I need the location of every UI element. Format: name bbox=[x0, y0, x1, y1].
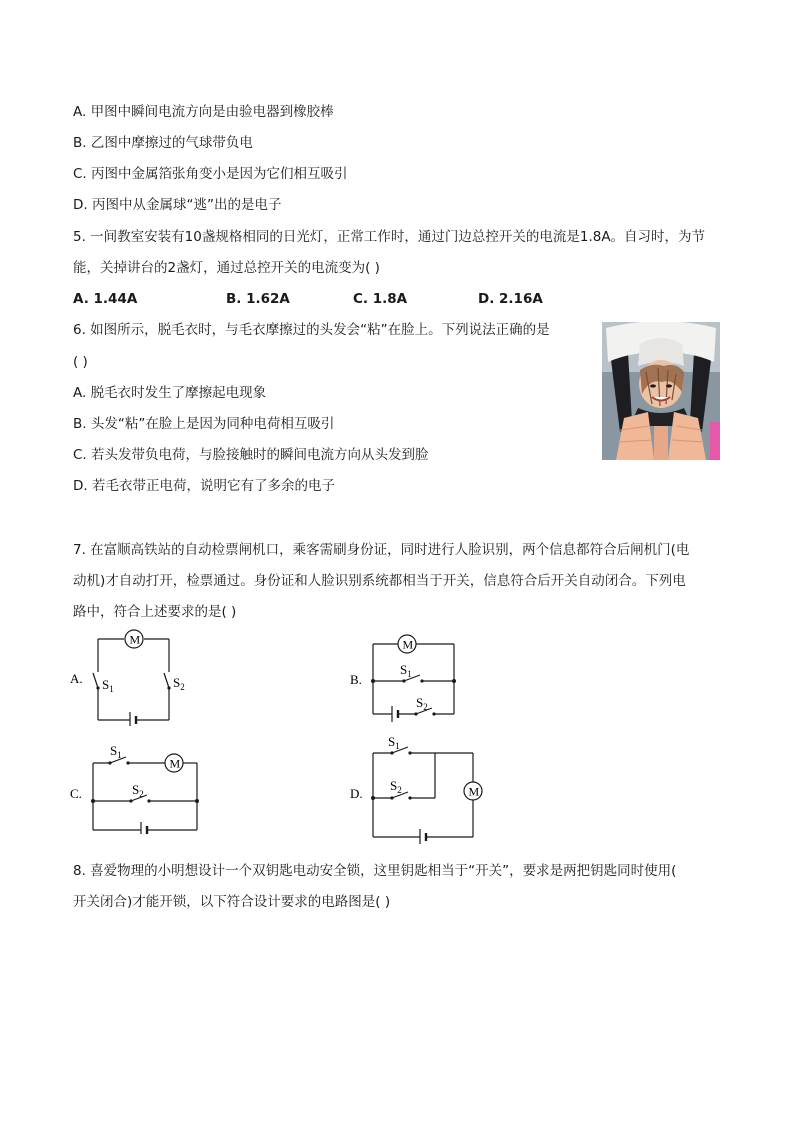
switch-s2-icon bbox=[164, 673, 169, 688]
q8-stem-line2: 开关闭合)才能开锁，以下符合设计要求的电路图是( ) bbox=[73, 894, 391, 910]
q5-option-b: B. 1.62A bbox=[226, 291, 290, 307]
switch-s1-icon bbox=[93, 673, 98, 688]
motor-label: M bbox=[129, 632, 141, 647]
q4-option-a: A. 甲图中瞬间电流方向是由验电器到橡胶棒 bbox=[73, 104, 334, 120]
switch-s2-label: $S_2$ bbox=[416, 695, 428, 712]
q7-stem-line1: 7. 在富顺高铁站的自动检票闸机口，乘客需刷身份证，同时进行人脸识别，两个信息都符合后闸机门(电 bbox=[73, 542, 690, 558]
circuit-c[interactable] bbox=[66, 740, 206, 834]
circuit-d-label: D. bbox=[350, 786, 363, 801]
switch-s2-label: $S_2$ bbox=[390, 778, 402, 795]
switch-s2-label: $S_2$ bbox=[173, 675, 185, 692]
q4-option-b: B. 乙图中摩擦过的气球带负电 bbox=[73, 135, 253, 151]
q5-option-a: A. 1.44A bbox=[73, 291, 138, 307]
circuit-d[interactable] bbox=[346, 732, 486, 844]
switch-s1-label: $S_1$ bbox=[102, 677, 114, 694]
q6-option-a: A. 脱毛衣时发生了摩擦起电现象 bbox=[73, 385, 267, 401]
motor-label: M bbox=[402, 637, 414, 652]
sweater-photo bbox=[602, 322, 720, 460]
q7-stem-line2: 动机)才自动打开，检票通过。身份证和人脸识别系统都相当于开关，信息符合后开关自动闭合。下列电 bbox=[73, 573, 686, 589]
switch-s1-label: $S_1$ bbox=[400, 662, 412, 679]
circuit-b[interactable] bbox=[346, 632, 466, 722]
motor-label: M bbox=[169, 756, 181, 771]
q4-option-d: D. 丙图中从金属球“逃”出的是电子 bbox=[73, 197, 282, 213]
q6-stem-line2: ( ) bbox=[73, 354, 88, 370]
q7-stem-line3: 路中，符合上述要求的是( ) bbox=[73, 604, 237, 620]
circuit-c-label: C. bbox=[70, 786, 82, 801]
circuit-b-label: B. bbox=[350, 672, 362, 687]
switch-s2-label: $S_2$ bbox=[132, 782, 144, 799]
q4-option-c: C. 丙图中金属箔张角变小是因为它们相互吸引 bbox=[73, 166, 348, 182]
motor-label: M bbox=[468, 784, 480, 799]
q5-stem-line1: 5. 一间教室安装有10盏规格相同的日光灯，正常工作时，通过门边总控开关的电流是1.8A。自习时，为节 bbox=[73, 229, 706, 245]
q5-option-c: C. 1.8A bbox=[353, 291, 408, 307]
q8-stem-line1: 8. 喜爱物理的小明想设计一个双钥匙电动安全锁，这里钥匙相当于“开关”，要求是两把钥匙同时使用( bbox=[73, 863, 677, 879]
q6-option-d: D. 若毛衣带正电荷，说明它有了多余的电子 bbox=[73, 478, 335, 494]
q6-option-c: C. 若头发带负电荷，与脸接触时的瞬间电流方向从头发到脸 bbox=[73, 447, 429, 463]
q5-stem-line2: 能，关掉讲台的2盏灯，通过总控开关的电流变为( ) bbox=[73, 260, 380, 276]
q6-option-b: B. 头发“粘”在脸上是因为同种电荷相互吸引 bbox=[73, 416, 335, 432]
switch-s1-label: $S_1$ bbox=[110, 743, 122, 760]
q5-option-d: D. 2.16A bbox=[478, 291, 543, 307]
circuit-a[interactable] bbox=[66, 626, 200, 726]
switch-s1-label: $S_1$ bbox=[388, 734, 400, 751]
circuit-a-label: A. bbox=[70, 671, 83, 686]
q6-stem-line1: 6. 如图所示，脱毛衣时，与毛衣摩擦过的头发会“粘”在脸上。下列说法正确的是 bbox=[73, 322, 550, 338]
